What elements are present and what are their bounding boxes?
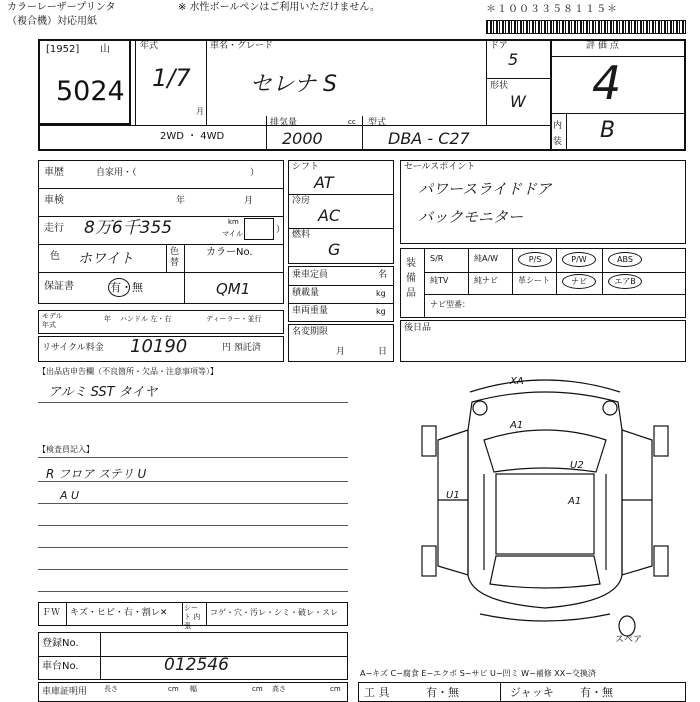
equipment-label: 装備品 xyxy=(406,258,416,299)
rear-bumper xyxy=(480,614,610,621)
spare-tire xyxy=(619,616,635,636)
model-change-handle: ハンドル 左・右 xyxy=(120,315,172,323)
inspector-line-2: A U xyxy=(60,489,80,502)
jack-label: ジャッキ xyxy=(510,686,554,699)
fw-text: キズ・ヒビ・右・割レ✕ xyxy=(70,608,168,618)
navi-model-label: ナビ型番： xyxy=(430,300,470,309)
selling-points-label: セールスポイント xyxy=(404,162,476,172)
equipment-item: 純ナビ xyxy=(474,276,498,285)
lot-unit: 山 xyxy=(100,44,110,55)
model-change-dealer: ディーラー・並行 xyxy=(206,315,262,323)
car-damage-diagram xyxy=(400,370,690,645)
cert-cm-2: cm xyxy=(252,685,263,693)
spec-table xyxy=(288,160,394,264)
windshield xyxy=(484,430,606,472)
roof xyxy=(496,474,594,554)
mirror-right xyxy=(603,401,617,415)
color-code-value: QM1 xyxy=(216,280,251,298)
equipment-item: S/R xyxy=(430,254,444,263)
cert-cm-3: cm xyxy=(330,685,341,693)
displacement-unit: cc xyxy=(348,118,356,126)
lot-year-tag: [1952] xyxy=(46,44,80,55)
name-value: セレナ S xyxy=(250,72,337,97)
year-value: 1/7 xyxy=(152,64,191,92)
inspection-year: 年 xyxy=(176,196,186,206)
mileage-unit-km: km xyxy=(228,218,239,226)
mileage-unit-mile: マイル xyxy=(222,230,243,238)
color-code-label: カラーNo. xyxy=(206,247,253,258)
inspector-label: 【検査員記入】 xyxy=(38,445,94,454)
grade-label: 評 価 点 xyxy=(586,41,619,51)
wheel-rl xyxy=(422,546,436,576)
warranty-options: 有・無 xyxy=(110,281,143,294)
equipment-item: P/W xyxy=(562,252,596,267)
equipment-item: ナビ xyxy=(562,274,596,289)
front-bumper xyxy=(470,380,620,392)
rear-items-label: 後日品 xyxy=(404,323,432,333)
model-change-label: モデル年式 xyxy=(42,312,63,329)
equipment-grid-line xyxy=(468,248,469,294)
interior-value: B xyxy=(600,118,616,143)
recycle-suffix: 円 預託済 xyxy=(222,343,261,353)
equipment-grid-line xyxy=(556,248,557,294)
tools-options: 有・無 xyxy=(426,686,459,699)
mark-right-front: U2 xyxy=(570,460,584,471)
color-value: ホワイト xyxy=(78,251,134,267)
mileage-value: 8万6千355 xyxy=(84,218,173,238)
model-label: 型式 xyxy=(368,118,387,128)
equipment-grid-line xyxy=(602,248,603,294)
warranty-circle xyxy=(108,278,130,297)
mileage-box xyxy=(244,218,274,240)
equipment-item: P/S xyxy=(518,252,552,267)
damage-code-legend: A−キズ C−腐食 E−エクボ S−サビ U−凹ミ W−補修 XX−交換済 xyxy=(360,669,596,678)
notes-label: 【出品店申告欄（不良箇所・欠品・注意事項等）】 xyxy=(38,367,218,376)
color-label: 色 xyxy=(50,251,60,262)
notes-line-1: アルミ SST タイヤ xyxy=(48,385,158,400)
wheel-fr xyxy=(654,426,668,456)
fw-label: ＦＷ xyxy=(42,608,61,618)
shape-label: 形状 xyxy=(490,81,509,91)
equipment-item: 純TV xyxy=(430,276,449,285)
mark-left: U1 xyxy=(446,490,460,501)
rear-items-box xyxy=(400,320,686,362)
history-close: ） xyxy=(250,168,260,178)
ac-label: 冷房 xyxy=(292,196,311,206)
model-value: DBA - C27 xyxy=(388,129,470,148)
inspection-month: 月 xyxy=(244,196,254,206)
interior-label: 内装 xyxy=(553,121,563,147)
jack-options: 有・無 xyxy=(580,686,613,699)
expiry-day: 日 xyxy=(378,347,388,357)
printer-note: カラーレーザープリンタ xyxy=(7,2,116,13)
riders-unit: 名 xyxy=(378,270,388,280)
ac-value: AC xyxy=(318,206,341,225)
expiry-label: 名変期限 xyxy=(292,327,329,337)
equipment-item: エアB xyxy=(608,274,642,289)
weight-unit: kg xyxy=(376,307,386,316)
printer-note-2: （複合機）対応用紙 xyxy=(7,16,97,27)
fuel-value: G xyxy=(328,240,341,259)
warranty-label: 保証書 xyxy=(44,281,74,292)
spare-label: スペア xyxy=(615,635,643,645)
door-label: ドア xyxy=(490,41,508,51)
selling-points-box xyxy=(400,160,686,244)
inspection-label: 車検 xyxy=(44,195,64,206)
cert-cm-1: cm xyxy=(168,685,179,693)
load-unit: kg xyxy=(376,289,386,298)
mileage-label: 走行 xyxy=(44,223,64,234)
selling-point-2: バックモニター xyxy=(418,208,524,226)
history-value: 自家用・（ xyxy=(96,168,137,178)
chassis-label: 車台No. xyxy=(42,661,79,672)
cert-width: 幅 xyxy=(190,685,197,693)
model-change-year: 年 xyxy=(104,315,111,323)
drive-label: 2WD ・ 4WD xyxy=(160,131,225,142)
body-outline xyxy=(468,392,622,608)
recycle-label: リサイクル料金 xyxy=(42,343,104,353)
barcode xyxy=(486,20,686,34)
color-change-label: 色替 xyxy=(170,247,180,268)
weight-label: 車両重量 xyxy=(292,306,329,316)
wheel-rr xyxy=(654,546,668,576)
grade-score: 4 xyxy=(592,56,622,110)
mark-front: XA xyxy=(510,376,524,387)
riders-label: 乗車定員 xyxy=(292,270,329,280)
displacement-label: 排気量 xyxy=(270,118,298,128)
fuel-label: 燃料 xyxy=(292,230,311,240)
displacement-value: 2000 xyxy=(282,129,323,148)
expiry-month: 月 xyxy=(336,347,346,357)
year-month: 月 xyxy=(196,107,204,116)
pen-warning: ※ 水性ボールペンはご利用いただけません。 xyxy=(178,2,380,13)
mark-right: A1 xyxy=(568,496,582,507)
shift-value: AT xyxy=(314,173,334,192)
mileage-close: ） xyxy=(276,225,286,235)
wheel-fl xyxy=(422,426,436,456)
equipment-item: 革シート xyxy=(518,276,550,285)
reg-label: 登録No. xyxy=(42,638,79,649)
seat-text: コゲ・穴・汚レ・シミ・破レ・スレ xyxy=(210,608,338,617)
equipment-item: 純A/W xyxy=(474,254,499,263)
lot-number: 5024 xyxy=(56,76,125,107)
equipment-item: ABS xyxy=(608,252,642,267)
right-side xyxy=(622,430,652,575)
left-side xyxy=(438,430,468,575)
recycle-value: 10190 xyxy=(130,336,188,357)
mirror-left xyxy=(473,401,487,415)
shape-value: W xyxy=(510,92,526,111)
cert-label: 車庫証明用 xyxy=(42,687,88,697)
cert-height: 高さ xyxy=(272,685,286,693)
cert-length: 長さ xyxy=(104,685,118,693)
selling-point-1: パワースライドドア xyxy=(418,180,552,198)
seat-label: シート 内張 xyxy=(184,604,201,630)
history-label: 車歴 xyxy=(44,167,64,178)
shift-label: シフト xyxy=(292,162,320,172)
serial-number: ＊１００３３５８１１５＊ xyxy=(486,4,618,15)
name-label: 車名・グレード xyxy=(210,41,274,51)
inspector-line-1: R フロア ステリ U xyxy=(46,467,147,481)
rear-window xyxy=(490,556,600,588)
chassis-value: 012546 xyxy=(164,655,229,675)
door-value: 5 xyxy=(508,50,519,69)
equipment-grid-line xyxy=(512,248,513,294)
mark-hood: A1 xyxy=(510,420,524,431)
load-label: 積載量 xyxy=(292,288,320,298)
tools-label: 工 具 xyxy=(364,686,390,699)
year-label: 年式 xyxy=(140,41,159,51)
